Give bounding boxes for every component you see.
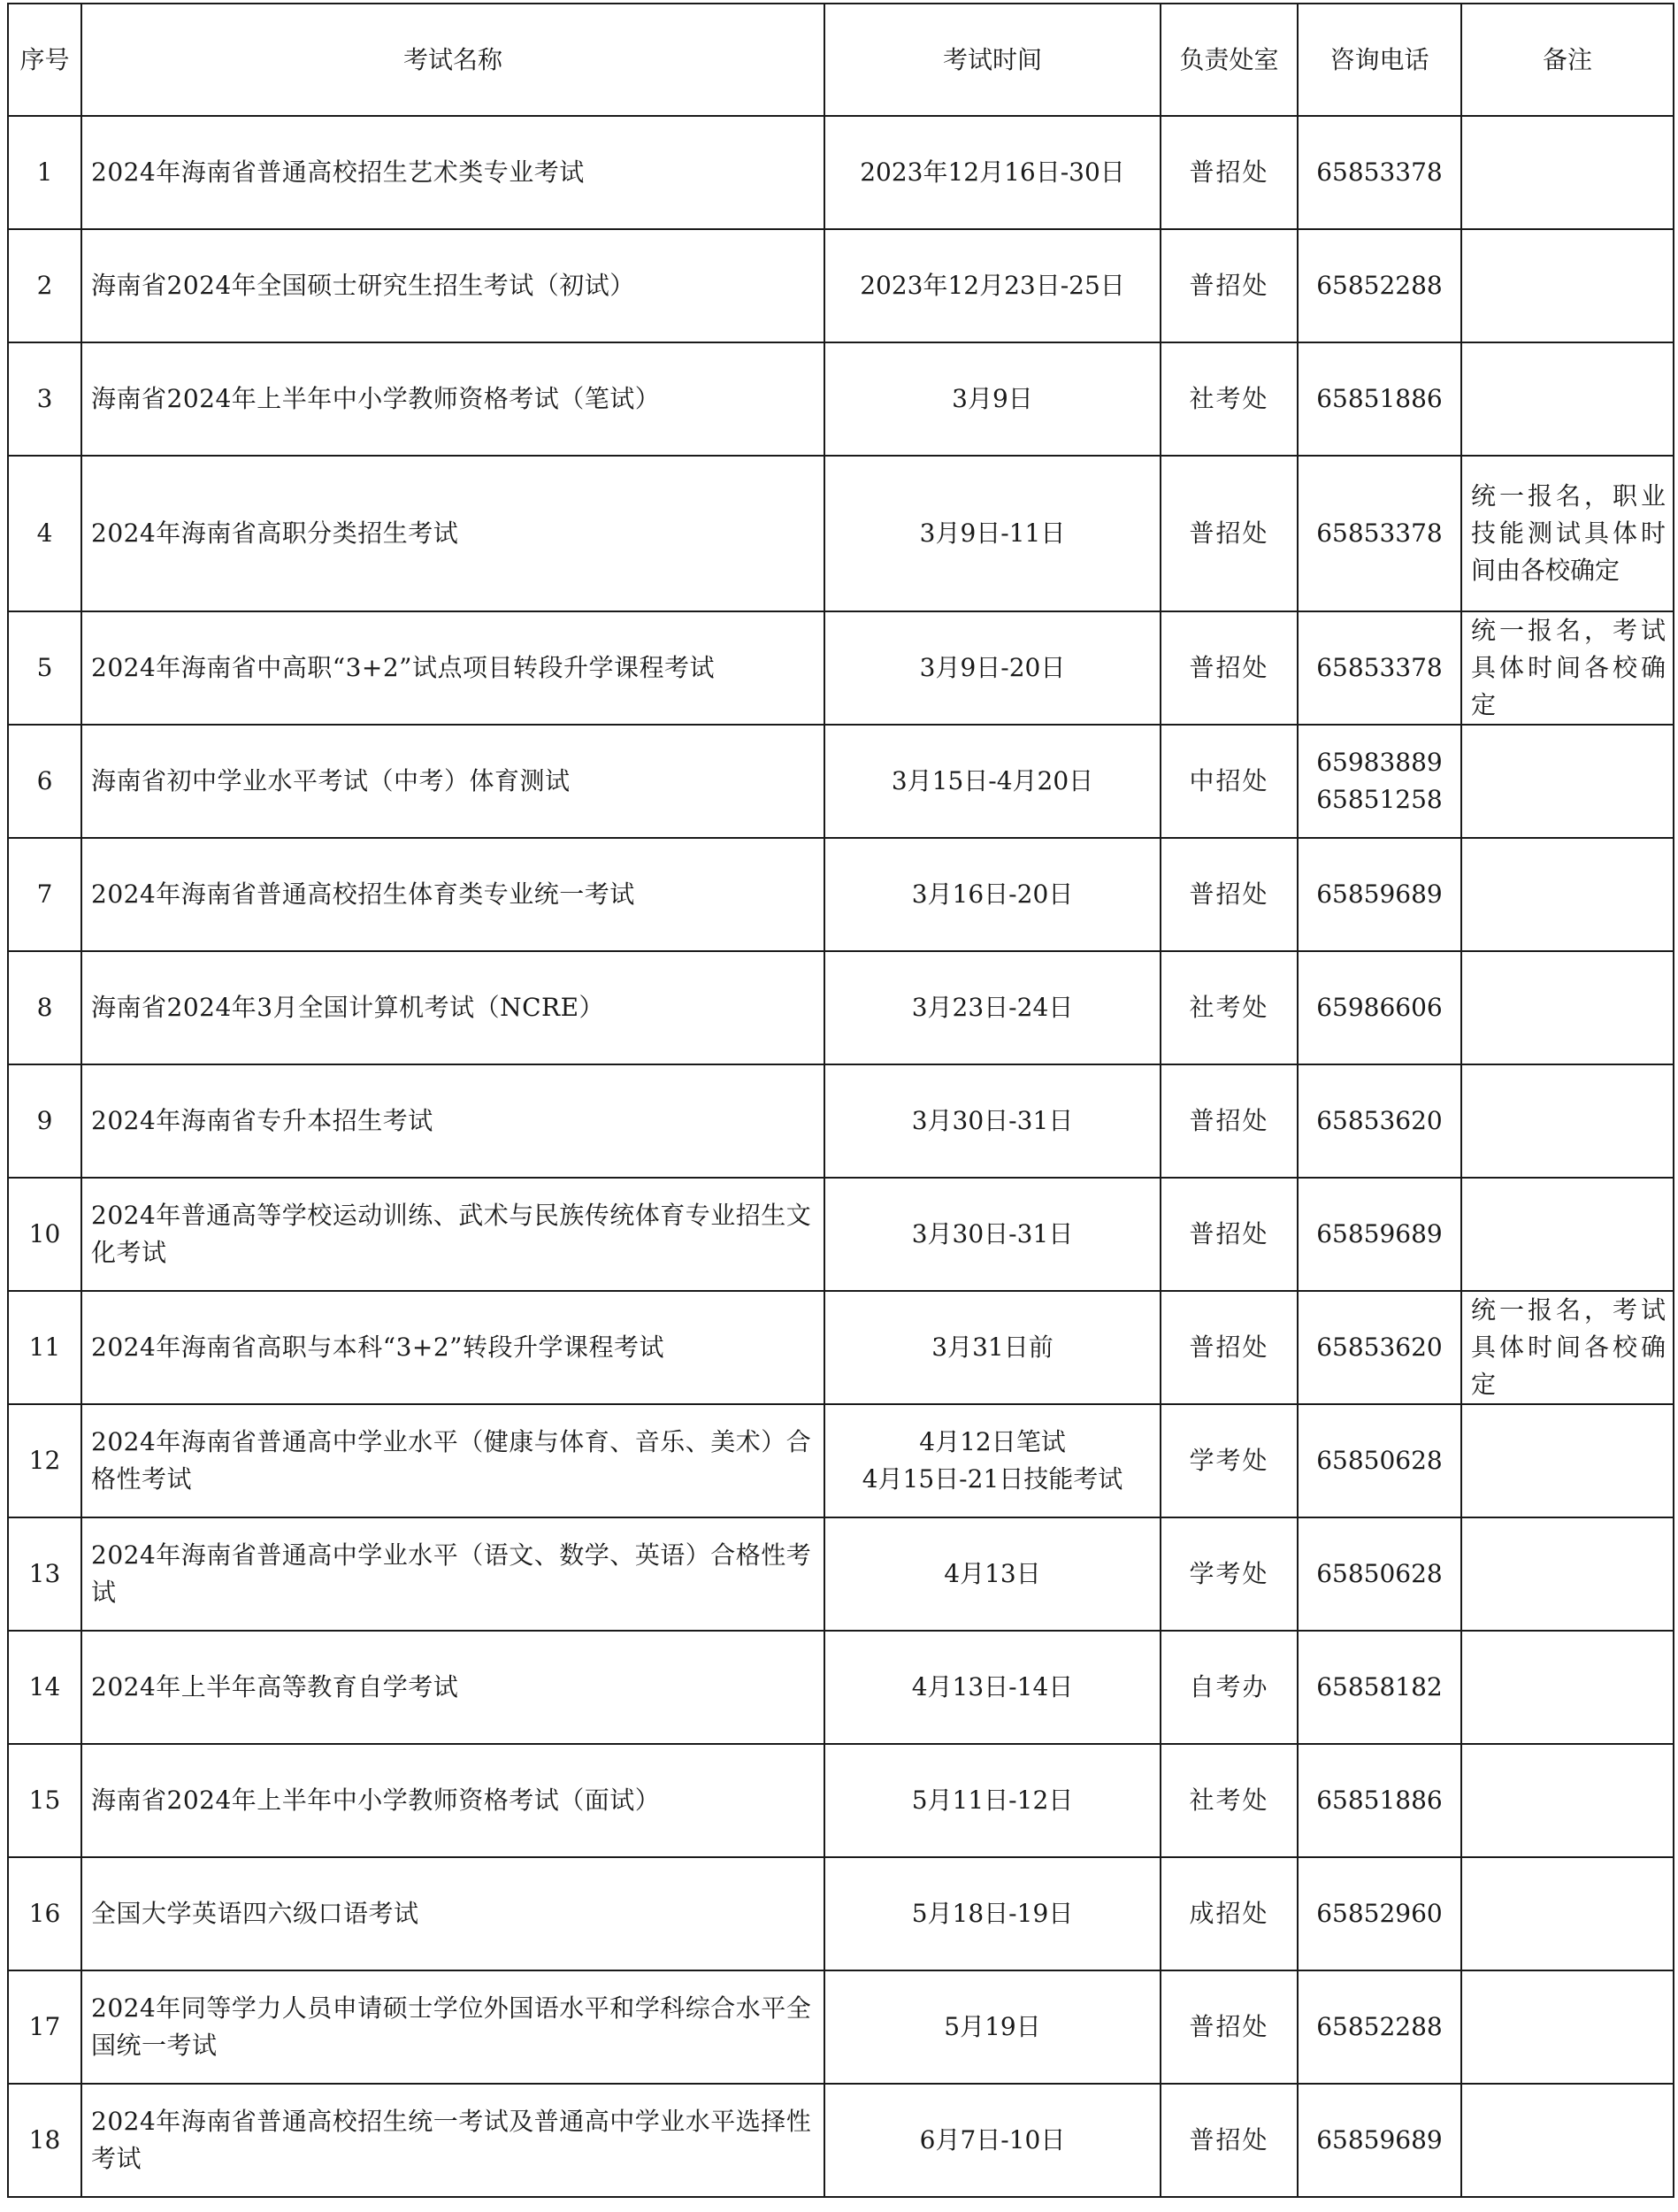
exam-name: 海南省2024年上半年中小学教师资格考试（笔试）	[81, 342, 824, 456]
row-number: 15	[8, 1744, 81, 1857]
remark	[1461, 342, 1674, 456]
exam-date-line: 3月30日-31日	[911, 1106, 1074, 1135]
contact-phone-line: 65986606	[1316, 993, 1443, 1022]
exam-date	[824, 1631, 1161, 1744]
remark: 统一报名，职业技能测试具体时间由各校确定	[1461, 456, 1674, 611]
exam-date-line: 3月9日-20日	[919, 653, 1066, 682]
table-row	[8, 1064, 1674, 1178]
remark	[1461, 1064, 1674, 1178]
exam-name: 海南省2024年3月全国计算机考试（NCRE）	[81, 951, 824, 1064]
table-row	[8, 1631, 1674, 1744]
row-number: 3	[8, 342, 81, 456]
remark	[1461, 1404, 1674, 1517]
row-number: 16	[8, 1857, 81, 1970]
contact-phone-line: 65853620	[1316, 1333, 1443, 1362]
exam-date-line: 6月7日-10日	[919, 2125, 1066, 2154]
responsible-office: 社考处	[1161, 342, 1298, 456]
exam-date-line: 3月15日-4月20日	[891, 766, 1094, 795]
exam-date	[824, 456, 1161, 611]
contact-phone	[1298, 1744, 1461, 1857]
row-number: 12	[8, 1404, 81, 1517]
exam-date	[824, 1291, 1161, 1404]
contact-phone	[1298, 1517, 1461, 1631]
responsible-office: 中招处	[1161, 725, 1298, 838]
responsible-office: 成招处	[1161, 1857, 1298, 1970]
contact-phone-line: 65853378	[1316, 518, 1443, 548]
responsible-office: 普招处	[1161, 456, 1298, 611]
exam-name: 海南省初中学业水平考试（中考）体育测试	[81, 725, 824, 838]
exam-date	[824, 1517, 1161, 1631]
exam-name: 2024年海南省专升本招生考试	[81, 1064, 824, 1178]
table-row	[8, 229, 1674, 342]
responsible-office: 学考处	[1161, 1404, 1298, 1517]
exam-date-line: 4月13日	[944, 1559, 1041, 1588]
responsible-office: 普招处	[1161, 2084, 1298, 2197]
responsible-office: 普招处	[1161, 1970, 1298, 2084]
exam-date-line: 3月31日前	[931, 1333, 1054, 1362]
exam-date-line: 3月9日	[952, 384, 1033, 413]
contact-phone-line: 65853620	[1316, 1106, 1443, 1135]
table-row	[8, 1404, 1674, 1517]
exam-date	[824, 725, 1161, 838]
exam-date	[824, 838, 1161, 951]
header-tel: 咨询电话	[1298, 4, 1461, 116]
remark	[1461, 2084, 1674, 2197]
row-number: 4	[8, 456, 81, 611]
header-note: 备注	[1461, 4, 1674, 116]
contact-phone-line: 65853378	[1316, 157, 1443, 187]
header-row	[8, 4, 1674, 116]
contact-phone	[1298, 725, 1461, 838]
remark	[1461, 116, 1674, 229]
row-number: 1	[8, 116, 81, 229]
row-number: 17	[8, 1970, 81, 2084]
table-row	[8, 456, 1674, 611]
remark	[1461, 1744, 1674, 1857]
contact-phone-line: 65859689	[1316, 1219, 1443, 1248]
row-number: 9	[8, 1064, 81, 1178]
header-name: 考试名称	[81, 4, 824, 116]
remark	[1461, 1517, 1674, 1631]
remark	[1461, 1970, 1674, 2084]
table-row	[8, 342, 1674, 456]
row-number: 18	[8, 2084, 81, 2197]
row-number: 6	[8, 725, 81, 838]
exam-name: 2024年海南省中高职“3+2”试点项目转段升学课程考试	[81, 611, 824, 725]
exam-date-line: 2023年12月23日-25日	[860, 271, 1125, 300]
exam-name: 海南省2024年全国硕士研究生招生考试（初试）	[81, 229, 824, 342]
contact-phone	[1298, 1631, 1461, 1744]
contact-phone	[1298, 116, 1461, 229]
contact-phone	[1298, 342, 1461, 456]
exam-name: 海南省2024年上半年中小学教师资格考试（面试）	[81, 1744, 824, 1857]
contact-phone-line: 65851886	[1316, 1786, 1443, 1815]
contact-phone-line: 65851886	[1316, 384, 1443, 413]
exam-date-line: 5月19日	[944, 2012, 1041, 2041]
remark	[1461, 725, 1674, 838]
exam-date	[824, 1744, 1161, 1857]
table-row	[8, 1970, 1674, 2084]
exam-date-line: 5月11日-12日	[911, 1786, 1074, 1815]
exam-name: 2024年海南省高职分类招生考试	[81, 456, 824, 611]
exam-date	[824, 229, 1161, 342]
contact-phone-line: 65859689	[1316, 879, 1443, 909]
remark	[1461, 1631, 1674, 1744]
remark	[1461, 1178, 1674, 1291]
remark	[1461, 229, 1674, 342]
contact-phone	[1298, 1404, 1461, 1517]
exam-date	[824, 2084, 1161, 2197]
remark	[1461, 1857, 1674, 1970]
exam-date	[824, 116, 1161, 229]
contact-phone-line: 65850628	[1316, 1559, 1443, 1588]
exam-name: 2024年海南省高职与本科“3+2”转段升学课程考试	[81, 1291, 824, 1404]
responsible-office: 普招处	[1161, 611, 1298, 725]
table-row	[8, 1517, 1674, 1631]
contact-phone	[1298, 229, 1461, 342]
table-row	[8, 951, 1674, 1064]
remark: 统一报名，考试具体时间各校确定	[1461, 611, 1674, 725]
contact-phone	[1298, 1970, 1461, 2084]
table-row	[8, 1178, 1674, 1291]
exam-date	[824, 1970, 1161, 2084]
exam-date	[824, 1178, 1161, 1291]
responsible-office: 学考处	[1161, 1517, 1298, 1631]
remark	[1461, 838, 1674, 951]
remark: 统一报名，考试具体时间各校确定	[1461, 1291, 1674, 1404]
responsible-office: 普招处	[1161, 1291, 1298, 1404]
exam-date-line: 4月15日-21日技能考试	[862, 1464, 1123, 1494]
contact-phone	[1298, 456, 1461, 611]
row-number: 7	[8, 838, 81, 951]
exam-date-line: 3月16日-20日	[911, 879, 1074, 909]
responsible-office: 普招处	[1161, 838, 1298, 951]
contact-phone-line: 65858182	[1316, 1672, 1443, 1701]
contact-phone	[1298, 951, 1461, 1064]
table-row	[8, 116, 1674, 229]
exam-name: 2024年海南省普通高中学业水平（语文、数学、英语）合格性考试	[81, 1517, 824, 1631]
contact-phone	[1298, 1291, 1461, 1404]
table-body	[8, 116, 1674, 2197]
responsible-office: 普招处	[1161, 1064, 1298, 1178]
contact-phone	[1298, 838, 1461, 951]
contact-phone-line: 65983889	[1316, 748, 1443, 777]
exam-date	[824, 1064, 1161, 1178]
header-dept: 负责处室	[1161, 4, 1298, 116]
exam-name: 2024年海南省普通高中学业水平（健康与体育、音乐、美术）合格性考试	[81, 1404, 824, 1517]
exam-date-line: 3月9日-11日	[919, 518, 1066, 548]
responsible-office: 普招处	[1161, 1178, 1298, 1291]
table-row	[8, 725, 1674, 838]
exam-date-line: 4月12日笔试	[919, 1427, 1066, 1456]
exam-name: 2024年海南省普通高校招生体育类专业统一考试	[81, 838, 824, 951]
contact-phone-line: 65853378	[1316, 653, 1443, 682]
exam-date-line: 4月13日-14日	[911, 1672, 1074, 1701]
exam-date-line: 3月23日-24日	[911, 993, 1074, 1022]
exam-name: 2024年海南省普通高校招生统一考试及普通高中学业水平选择性考试	[81, 2084, 824, 2197]
header-date: 考试时间	[824, 4, 1161, 116]
exam-name: 2024年上半年高等教育自学考试	[81, 1631, 824, 1744]
exam-name: 2024年海南省普通高校招生艺术类专业考试	[81, 116, 824, 229]
responsible-office: 普招处	[1161, 116, 1298, 229]
row-number: 13	[8, 1517, 81, 1631]
exam-date	[824, 1404, 1161, 1517]
exam-date	[824, 1857, 1161, 1970]
contact-phone	[1298, 2084, 1461, 2197]
table-row	[8, 611, 1674, 725]
contact-phone	[1298, 1064, 1461, 1178]
contact-phone-line: 65852960	[1316, 1899, 1443, 1928]
exam-date-line: 3月30日-31日	[911, 1219, 1074, 1248]
row-number: 14	[8, 1631, 81, 1744]
exam-name: 全国大学英语四六级口语考试	[81, 1857, 824, 1970]
responsible-office: 普招处	[1161, 229, 1298, 342]
contact-phone	[1298, 1178, 1461, 1291]
contact-phone-line: 65852288	[1316, 271, 1443, 300]
table-row	[8, 2084, 1674, 2197]
row-number: 11	[8, 1291, 81, 1404]
table-row	[8, 1291, 1674, 1404]
exam-date	[824, 951, 1161, 1064]
exam-name: 2024年普通高等学校运动训练、武术与民族传统体育专业招生文化考试	[81, 1178, 824, 1291]
exam-schedule-table	[7, 3, 1674, 2198]
exam-date	[824, 342, 1161, 456]
contact-phone	[1298, 611, 1461, 725]
responsible-office: 社考处	[1161, 1744, 1298, 1857]
contact-phone	[1298, 1857, 1461, 1970]
row-number: 8	[8, 951, 81, 1064]
contact-phone-line: 65852288	[1316, 2012, 1443, 2041]
remark	[1461, 951, 1674, 1064]
exam-date	[824, 611, 1161, 725]
contact-phone-line: 65851258	[1316, 785, 1443, 814]
table-row	[8, 1857, 1674, 1970]
responsible-office: 社考处	[1161, 951, 1298, 1064]
table-row	[8, 838, 1674, 951]
exam-date-line: 5月18日-19日	[911, 1899, 1074, 1928]
row-number: 5	[8, 611, 81, 725]
exam-name: 2024年同等学力人员申请硕士学位外国语水平和学科综合水平全国统一考试	[81, 1970, 824, 2084]
row-number: 2	[8, 229, 81, 342]
exam-date-line: 2023年12月16日-30日	[860, 157, 1125, 187]
header-no: 序号	[8, 4, 81, 116]
table-row	[8, 1744, 1674, 1857]
row-number: 10	[8, 1178, 81, 1291]
responsible-office: 自考办	[1161, 1631, 1298, 1744]
contact-phone-line: 65859689	[1316, 2125, 1443, 2154]
contact-phone-line: 65850628	[1316, 1446, 1443, 1475]
